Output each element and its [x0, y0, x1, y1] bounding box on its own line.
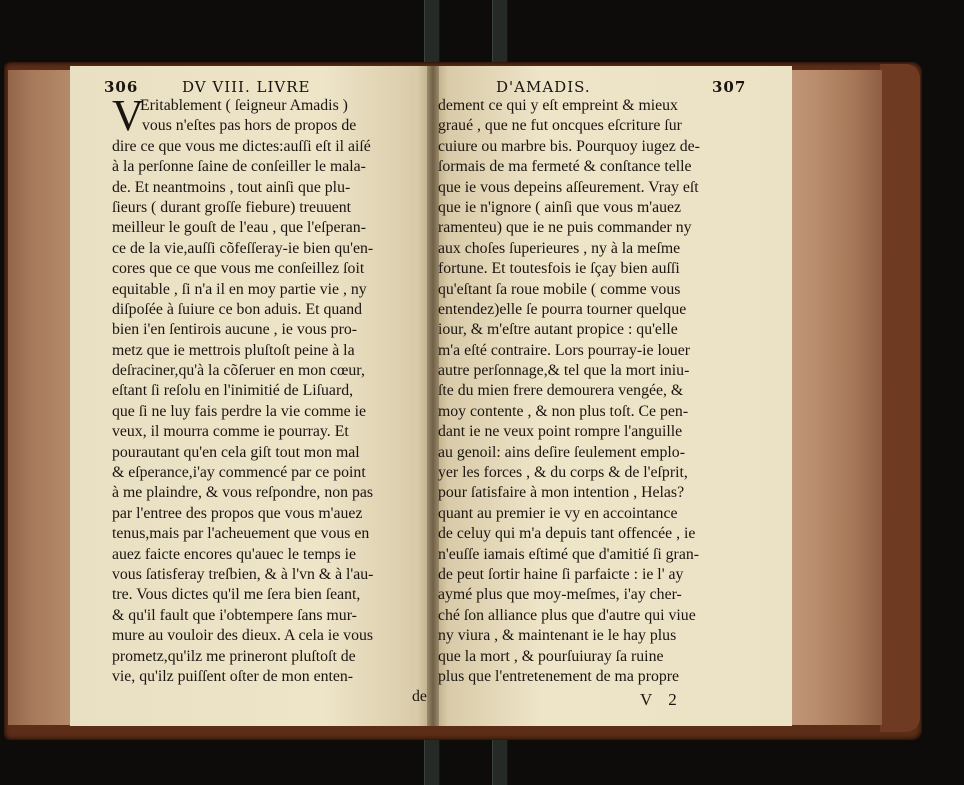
left-page-text: [112, 91, 430, 708]
text-line: de celuy qui m'a depuis tant offencée , ie: [438, 525, 696, 543]
text-line: ſormais de ma fermeté & conſtance telle: [438, 158, 692, 176]
right-page-number: 307: [712, 78, 747, 96]
text-line: aux choſes ſuperieures , ny à la meſme: [438, 239, 681, 257]
text-line: m'a eſté contraire. Lors pourray-ie louer: [438, 341, 690, 359]
text-line: qu'eſtant ſa roue mobile ( comme vous: [438, 280, 681, 298]
text-line: cores que ce que vous me conſeillez ſoit: [112, 260, 365, 278]
right-running-head: D'AMADIS.: [496, 78, 591, 96]
text-line: pour ſatisfaire à mon intention , Helas?: [438, 484, 685, 502]
text-line: aymé plus que moy-meſmes, i'ay cher-: [438, 586, 682, 604]
text-line: & eſperance,i'ay commencé par ce point: [112, 464, 366, 482]
drop-capital: V: [112, 91, 144, 140]
text-line: ſte du mien frere demourera vengée, &: [438, 382, 684, 400]
text-line: vie, qu'ilz puiſſent oſter de mon enten-: [112, 667, 354, 685]
text-line: auez faicte encores qu'auec le temps ie: [112, 545, 357, 563]
text-line: de peut ſortir haine ſi parfaicte : ie l' ay: [438, 565, 684, 583]
text-line: ny viura , & maintenant ie le hay plus: [438, 627, 677, 645]
text-line: tre. Vous dictes qu'il me ſera bien ſeant,: [112, 586, 361, 604]
text-line: autre perſonnage,& tel que la mort iniu-: [438, 362, 690, 380]
text-line: tenus,mais par l'acheuement que vous en: [112, 525, 370, 543]
right-page-text: [438, 96, 742, 687]
text-line: bien i'en ſentirois aucune , ie vous pro-: [112, 321, 357, 339]
page-edges-right: [790, 70, 882, 725]
text-line: de. Et neantmoins , tout ainſi que plu-: [112, 178, 351, 196]
text-line: fortune. Et toutesfois ie ſçay bien auſſi: [438, 260, 680, 278]
text-line: n'euſſe iamais eſtimé que d'amitié ſi gran-: [438, 545, 699, 563]
text-line: eſtant ſi reſolu en l'inimitié de Liſuard,: [112, 382, 354, 400]
text-line: au genoil: ains deſire ſeulement emplo-: [438, 443, 685, 461]
text-line: yer les forces , & du corps & de l'eſprit,: [438, 464, 688, 482]
text-line: diſpoſée à ſuiure ce bon aduis. Et quand: [112, 300, 363, 318]
text-line: dement ce qui y eſt empreint & mieux: [438, 97, 678, 114]
text-line: ramentеu) que ie ne puis commander ny: [438, 219, 692, 237]
text-line: veux, il mourra comme ie pourray. Et: [112, 423, 349, 441]
text-line: ſieurs ( durant groſſe fiebure) treuuent: [112, 198, 352, 216]
text-line: par l'entree des propos que vous m'auez: [112, 504, 363, 522]
book-cover-edge: [880, 64, 920, 732]
text-line: pourautant qu'en cela giſt tout mon mal: [112, 443, 360, 461]
left-page-number: 306: [104, 78, 139, 96]
left-running-head: DV VIII. LIVRE: [182, 78, 311, 96]
signature-mark: V 2: [640, 690, 683, 709]
text-line: iour, & m'eſtre autant propice : qu'elle: [438, 321, 678, 339]
text-line: moy contente , & non plus toſt. Ce pen-: [438, 402, 689, 420]
text-line: cuiure ou marbre bis. Pourquoy iugez de-: [438, 137, 700, 155]
text-line: prometz,qu'ilz me prineront pluſtoſt de: [112, 647, 356, 665]
text-line: deſraciner,qu'à la cõſeruer en mon cœur,: [112, 362, 365, 380]
text-line: equitable , ſi n'a il en moy partie vie , ny: [112, 280, 367, 298]
text-line: graué , que ne fut oncques eſcriture ſur: [438, 117, 682, 135]
text-line: entendez)elle ſe pourra tourner quelque: [438, 300, 687, 318]
text-line: ché ſon alliance plus que d'autre qui viue: [438, 606, 696, 624]
text-line: que ie n'ignore ( ainſi que vous m'auez: [438, 198, 682, 216]
text-line: à la perſonne ſaine de conſeiller le mala-: [112, 158, 366, 176]
text-line: que la mort , & pourſuiuray ſa ruine: [438, 647, 664, 665]
text-line: metz que ie mettrois pluſtoſt peine à la: [112, 341, 355, 359]
text-line: vous ſatisferay treſbien, & à l'vn & à l'au-: [112, 565, 374, 583]
text-line: meilleur le gouſt de l'eau , que l'eſperan-: [112, 219, 366, 237]
text-line: mure au vouloir des dieux. A cela ie vous: [112, 627, 374, 645]
text-line: ce de la vie,auſſi cõfeſſeray-ie bien qu'en-: [112, 239, 374, 257]
text-line: que ie vous depeins aſſeurement. Vray eſt: [438, 178, 699, 196]
text-line: à me plaindre, & vous reſpondre, non pas: [112, 484, 374, 502]
text-line: que ſi ne luy fais perdre la vie comme ie: [112, 402, 366, 420]
text-line: vous n'eſtes pas hors de propos de: [142, 117, 357, 135]
text-line: dant ie ne veux point rompre l'anguille: [438, 423, 683, 441]
text-line: quant au premier ie vy en accointance: [438, 504, 678, 522]
text-line: de: [412, 688, 427, 706]
text-line: plus que l'entretenement de ma propre: [438, 667, 680, 685]
text-line: Eritablement ( ſeigneur Amadis ): [140, 97, 348, 114]
text-line: dire ce que vous me dictes:auſſi eſt il aiſé: [112, 137, 371, 155]
page-edges-left: [8, 70, 72, 725]
text-line: & qu'il fault que i'obtempere ſans mur-: [112, 606, 357, 624]
